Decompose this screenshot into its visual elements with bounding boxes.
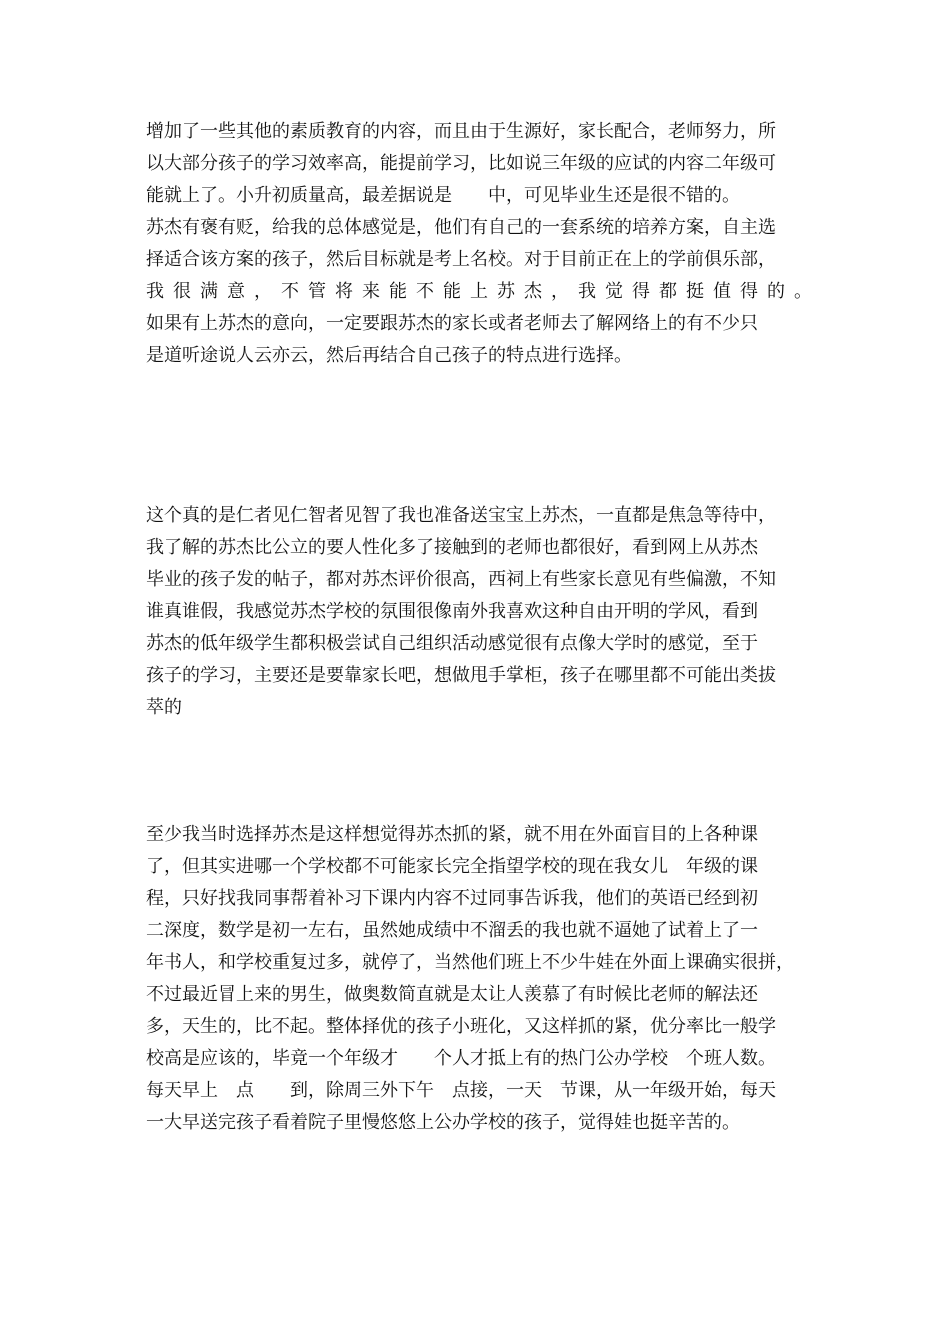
text-line: 每天早上 点 到，除周三外下午 点接，一天 节课，从一年级开始，每天 — [146, 1080, 776, 1101]
text-line: 年书人，和学校重复过多，就停了，当然他们班上不少牛娃在外面上课确实很拼， — [146, 952, 794, 973]
text-line: 一大早送完孩子看着院子里慢悠悠上公办学校的孩子，觉得娃也挺辛苦的。 — [146, 1112, 740, 1133]
text-line: 程，只好找我同事帮着补习下课内内容不过同事告诉我，他们的英语已经到初 — [146, 888, 758, 909]
text-line: 能就上了。小升初质量高，最差据说是 中，可见毕业生还是很不错的。 — [146, 185, 740, 206]
text-line: 如果有上苏杰的意向，一定要跟苏杰的家长或者老师去了解网络上的有不少只 — [146, 313, 758, 334]
text-line: 二深度，数学是初一左右，虽然她成绩中不溜丢的我也就不逼她了试着上了一 — [146, 920, 758, 941]
text-line: 校高是应该的，毕竟一个年级才 个人才抵上有的热门公办学校 个班人数。 — [146, 1048, 776, 1069]
text-line: 是道听途说人云亦云，然后再结合自己孩子的特点进行选择。 — [146, 345, 632, 366]
text-line: 以大部分孩子的学习效率高，能提前学习，比如说三年级的应试的内容二年级可 — [146, 153, 776, 174]
text-line: 至少我当时选择苏杰是这样想觉得苏杰抓的紧，就不用在外面盲目的上各种课 — [146, 824, 758, 845]
text-line: 毕业的孩子发的帖子，都对苏杰评价很高，西祠上有些家长意见有些偏激，不知 — [146, 569, 776, 590]
text-line: 苏杰的低年级学生都积极尝试自己组织活动感觉很有点像大学时的感觉，至于 — [146, 633, 758, 654]
text-line: 不过最近冒上来的男生，做奥数简直就是太让人羡慕了有时候比老师的解法还 — [146, 984, 758, 1005]
text-line: 择适合该方案的孩子，然后目标就是考上名校。对于目前正在上的学前俱乐部， — [146, 249, 776, 270]
text-line: 了，但其实进哪一个学校都不可能家长完全指望学校的现在我女儿 年级的课 — [146, 856, 758, 877]
text-line: 多，天生的，比不起。整体择优的孩子小班化，又这样抓的紧，优分率比一般学 — [146, 1016, 776, 1037]
paragraph-1 — [146, 116, 846, 372]
text-line: 谁真谁假，我感觉苏杰学校的氛围很像南外我喜欢这种自由开明的学风，看到 — [146, 601, 758, 622]
text-line: 这个真的是仁者见仁智者见智了我也准备送宝宝上苏杰，一直都是焦急等待中， — [146, 505, 776, 526]
text-line: 增加了一些其他的素质教育的内容，而且由于生源好，家长配合，老师努力，所 — [146, 121, 776, 142]
paragraph-3 — [146, 819, 846, 1139]
text-line: 苏杰有褒有贬，给我的总体感觉是，他们有自己的一套系统的培养方案，自主选 — [146, 217, 776, 238]
paragraph-2 — [146, 500, 846, 724]
text-line: 萃的 — [146, 697, 182, 718]
text-line: 孩子的学习，主要还是要靠家长吧，想做甩手掌柜，孩子在哪里都不可能出类拔 — [146, 665, 776, 686]
text-line: 我很满意，不管将来能不能上苏杰，我觉得都挺值得的。 — [146, 281, 821, 302]
text-line: 我了解的苏杰比公立的要人性化多了接触到的老师也都很好，看到网上从苏杰 — [146, 537, 758, 558]
